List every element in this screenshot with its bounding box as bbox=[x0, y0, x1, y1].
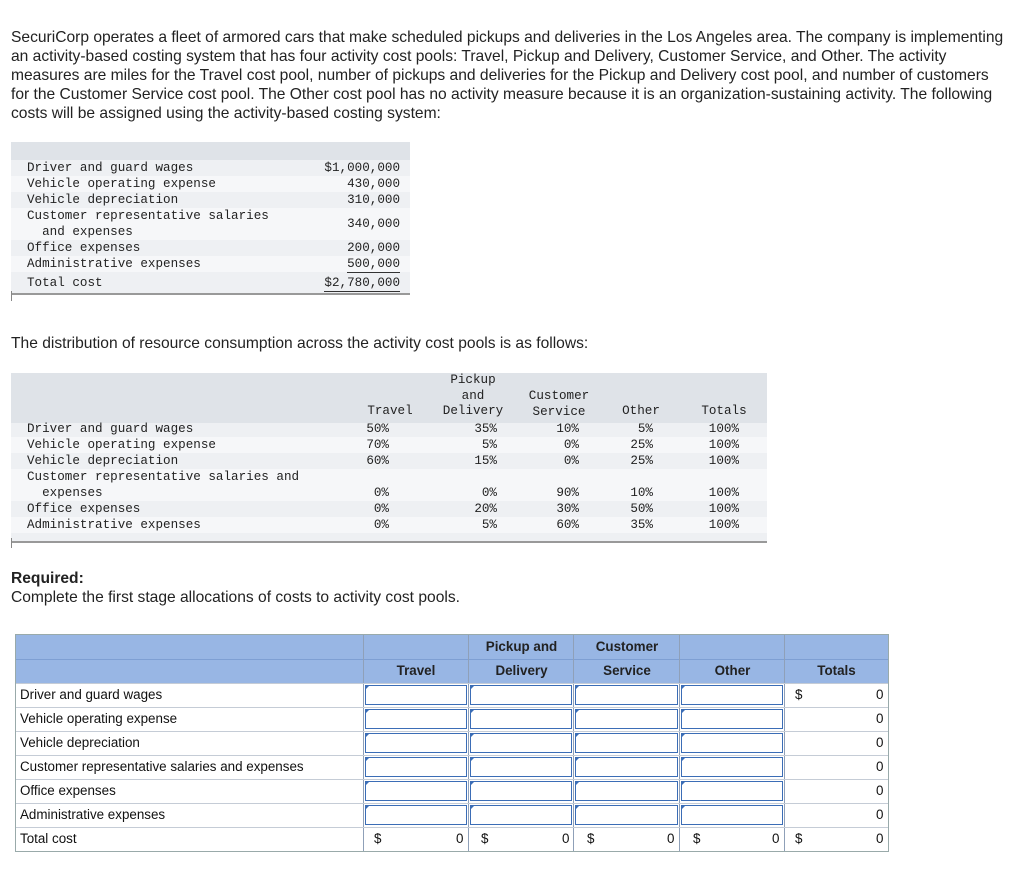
grid-header-pickup: Pickup and bbox=[485, 639, 558, 654]
dist-value: 0% bbox=[373, 518, 389, 532]
totals-value: 0 bbox=[876, 735, 884, 750]
cost-amount: 310,000 bbox=[347, 193, 400, 207]
cost-label: Driver and guard wages bbox=[27, 161, 194, 175]
customer-service-input[interactable] bbox=[575, 757, 678, 777]
totals-value: 0 bbox=[876, 759, 884, 774]
travel-input[interactable] bbox=[365, 685, 467, 705]
table-edge-tick bbox=[11, 538, 12, 548]
col-header-totals: Totals bbox=[701, 404, 747, 418]
dist-value: 10% bbox=[630, 486, 653, 500]
grid-row-label: Driver and guard wages bbox=[20, 687, 163, 702]
dist-value: 25% bbox=[630, 454, 653, 468]
grid-header-travel: Travel bbox=[396, 663, 436, 678]
pickup-delivery-input[interactable] bbox=[470, 781, 572, 801]
grid-row-label: Customer representative salaries and expenses bbox=[20, 759, 304, 774]
dist-value: 0% bbox=[373, 502, 389, 516]
other-input[interactable] bbox=[681, 733, 783, 753]
totals-value: 0 bbox=[876, 687, 884, 702]
dist-value: 35% bbox=[474, 422, 497, 436]
customer-service-input[interactable] bbox=[575, 805, 678, 825]
dist-value: 15% bbox=[474, 454, 497, 468]
dist-label: Administrative expenses bbox=[27, 518, 201, 532]
dist-label: Vehicle operating expense bbox=[27, 438, 216, 452]
total-totals-value: 0 bbox=[876, 831, 884, 846]
other-input[interactable] bbox=[681, 757, 783, 777]
dist-value: 0% bbox=[481, 486, 497, 500]
dist-value: 90% bbox=[556, 486, 579, 500]
travel-input[interactable] bbox=[365, 805, 467, 825]
col-header-other: Other bbox=[622, 404, 660, 418]
travel-input[interactable] bbox=[365, 733, 467, 753]
grid-row-label: Vehicle operating expense bbox=[20, 711, 178, 726]
travel-input[interactable] bbox=[365, 781, 467, 801]
pickup-delivery-input[interactable] bbox=[470, 685, 572, 705]
totals-value: 0 bbox=[876, 807, 884, 822]
cost-row bbox=[11, 176, 410, 192]
dist-label: Customer representative salaries and bbox=[27, 470, 300, 484]
dist-value: 0% bbox=[563, 438, 579, 452]
table-edge-tick bbox=[11, 291, 12, 301]
total-other-value: 0 bbox=[772, 831, 780, 846]
dist-row bbox=[11, 469, 767, 501]
dist-label: Office expenses bbox=[27, 502, 141, 516]
total-pickup-value: 0 bbox=[562, 831, 570, 846]
customer-service-input[interactable] bbox=[575, 781, 678, 801]
distribution-intro: The distribution of resource consumption across the activity cost pools is as follows: bbox=[11, 335, 589, 352]
dist-row bbox=[11, 501, 767, 517]
cost-amount: $1,000,000 bbox=[324, 161, 400, 175]
grid-header-customer: Customer bbox=[595, 639, 659, 654]
dist-value: 5% bbox=[481, 438, 497, 452]
dist-value: 0% bbox=[373, 486, 389, 500]
col-header-pickup: Pickup and Delivery bbox=[442, 373, 504, 418]
dist-value: 5% bbox=[481, 518, 497, 532]
cost-amount: 200,000 bbox=[347, 241, 400, 255]
total-pickup-currency: $ bbox=[481, 831, 489, 846]
other-input[interactable] bbox=[681, 805, 783, 825]
grid-header-service: Service bbox=[603, 663, 651, 678]
cost-label: Vehicle depreciation bbox=[27, 193, 179, 207]
dist-label-cont: expenses bbox=[27, 486, 103, 500]
cost-label: Customer representative salaries bbox=[27, 209, 269, 223]
dist-row bbox=[11, 437, 767, 453]
dist-value: 100% bbox=[708, 422, 739, 436]
grid-row-label: Vehicle depreciation bbox=[20, 735, 140, 750]
dist-row bbox=[11, 517, 767, 533]
dist-value: 25% bbox=[630, 438, 653, 452]
allocation-grid bbox=[15, 634, 889, 852]
dist-row bbox=[11, 453, 767, 469]
dist-label: Driver and guard wages bbox=[27, 422, 194, 436]
grid-row-label: Office expenses bbox=[20, 783, 116, 798]
cost-row bbox=[11, 208, 410, 240]
cost-label-cont: and expenses bbox=[27, 225, 133, 239]
other-input[interactable] bbox=[681, 685, 783, 705]
pickup-delivery-input[interactable] bbox=[470, 709, 572, 729]
total-travel-value: 0 bbox=[456, 831, 464, 846]
grid-row-label-total: Total cost bbox=[20, 831, 77, 846]
total-other-currency: $ bbox=[693, 831, 701, 846]
problem-intro: SecuriCorp operates a fleet of armored cars that make scheduled pickups and deliveries in the Los Angeles area. The company is implementing an activity-based costing system that has four activity cost pools: Travel, Pickup and Delivery, Customer Service, and Other. The activity measures are miles for the Travel cost pool, number of pickups and deliveries for the Pickup and Delivery cost pool, and number of customers for the Customer Service cost pool. The Other cost pool has no activity measure because it is an organization-sustaining activity. The following costs will be assigned using the activity-based costing system: bbox=[11, 29, 1004, 122]
total-customer-value: 0 bbox=[667, 831, 675, 846]
total-label: Total cost bbox=[27, 276, 103, 290]
pickup-delivery-input[interactable] bbox=[470, 733, 572, 753]
dist-value: 0% bbox=[563, 454, 579, 468]
cost-amount: 430,000 bbox=[347, 177, 400, 191]
dist-value: 30% bbox=[556, 502, 579, 516]
dist-value: 5% bbox=[637, 422, 653, 436]
cost-amount: 500,000 bbox=[347, 257, 400, 271]
dist-value: 70% bbox=[366, 438, 389, 452]
travel-input[interactable] bbox=[365, 757, 467, 777]
total-customer-currency: $ bbox=[587, 831, 595, 846]
dist-value: 100% bbox=[708, 518, 739, 532]
cost-row bbox=[11, 192, 410, 208]
cost-label: Office expenses bbox=[27, 241, 141, 255]
grid-header-totals: Totals bbox=[817, 663, 856, 678]
cost-label: Administrative expenses bbox=[27, 257, 201, 271]
total-amount: $2,780,000 bbox=[324, 275, 400, 294]
dist-value: 50% bbox=[630, 502, 653, 516]
totals-value: 0 bbox=[876, 711, 884, 726]
total-travel-currency: $ bbox=[374, 831, 382, 846]
cost-row bbox=[11, 256, 410, 272]
cost-amount: 340,000 bbox=[347, 217, 400, 231]
total-totals-currency: $ bbox=[795, 831, 803, 846]
dist-value: 50% bbox=[366, 422, 389, 436]
cost-table bbox=[11, 142, 410, 293]
other-input[interactable] bbox=[681, 781, 783, 801]
col-header-customer: Customer Service bbox=[528, 389, 590, 419]
customer-service-input[interactable] bbox=[575, 733, 678, 753]
other-input[interactable] bbox=[681, 709, 783, 729]
dist-value: 10% bbox=[556, 422, 579, 436]
cost-row bbox=[11, 160, 410, 176]
cost-label: Vehicle operating expense bbox=[27, 177, 216, 191]
customer-service-input[interactable] bbox=[575, 685, 678, 705]
grid-row-label: Administrative expenses bbox=[20, 807, 166, 822]
required-title: Required: bbox=[11, 570, 84, 587]
pickup-delivery-input[interactable] bbox=[470, 805, 572, 825]
grid-header-delivery: Delivery bbox=[495, 663, 548, 678]
dist-value: 100% bbox=[708, 438, 739, 452]
travel-input[interactable] bbox=[365, 709, 467, 729]
totals-value: 0 bbox=[876, 783, 884, 798]
cost-row bbox=[11, 240, 410, 256]
dist-value: 100% bbox=[708, 454, 739, 468]
required-text: Complete the first stage allocations of costs to activity cost pools. bbox=[11, 589, 460, 606]
totals-currency: $ bbox=[795, 687, 803, 702]
pickup-delivery-input[interactable] bbox=[470, 757, 572, 777]
dist-row bbox=[11, 421, 767, 437]
dist-value: 20% bbox=[474, 502, 497, 516]
distribution-table bbox=[11, 373, 767, 545]
dist-value: 35% bbox=[630, 518, 653, 532]
customer-service-input[interactable] bbox=[575, 709, 678, 729]
grid-header-other: Other bbox=[714, 663, 751, 678]
dist-value: 60% bbox=[366, 454, 389, 468]
col-header-travel: Travel bbox=[367, 404, 413, 418]
cost-total-row bbox=[11, 275, 410, 291]
dist-value: 100% bbox=[708, 502, 739, 516]
dist-label: Vehicle depreciation bbox=[27, 454, 179, 468]
dist-value: 100% bbox=[708, 486, 739, 500]
dist-value: 60% bbox=[556, 518, 579, 532]
